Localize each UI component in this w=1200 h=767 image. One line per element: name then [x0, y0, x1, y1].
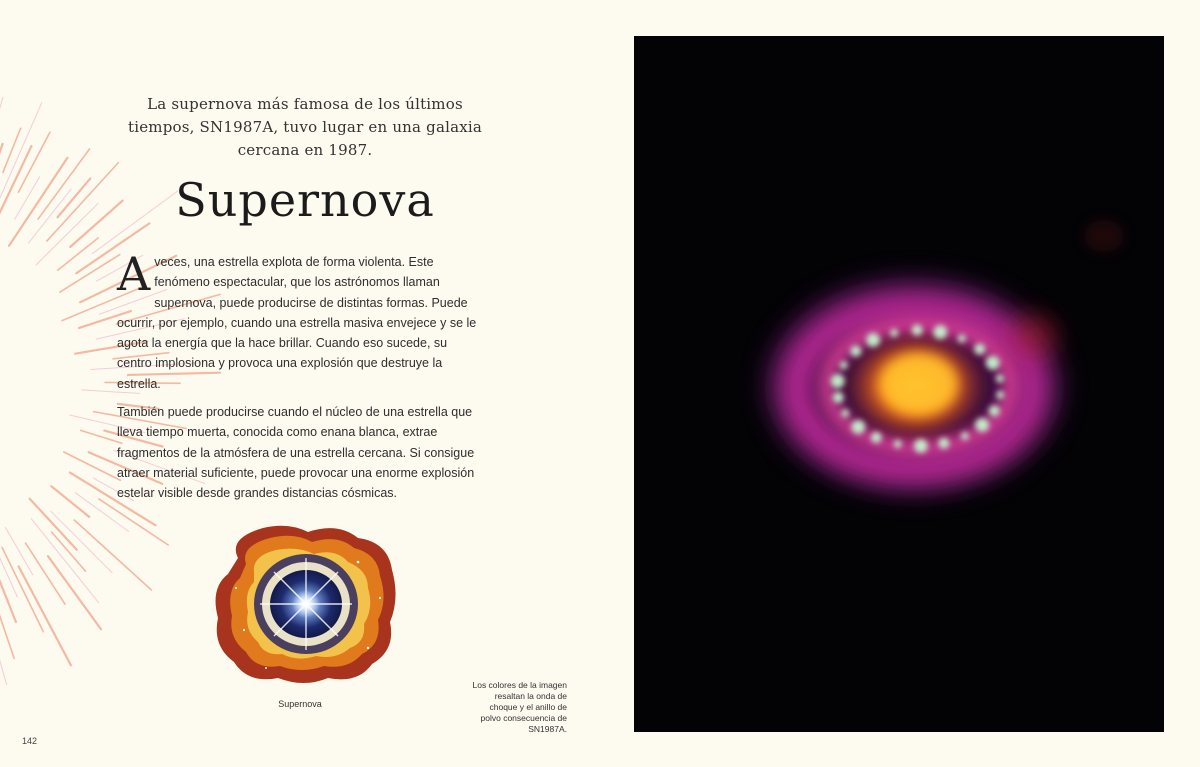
ring-knot — [938, 438, 949, 449]
ring-knot — [866, 333, 880, 347]
ray-line — [36, 203, 98, 265]
ring-knot — [996, 391, 1004, 399]
drop-cap: A — [117, 247, 151, 301]
ray-line — [3, 128, 21, 172]
ray-line — [74, 520, 151, 590]
ring-knot — [986, 356, 1000, 370]
page-title: Supernova — [175, 173, 435, 227]
ring-knot — [850, 346, 861, 357]
ring-knot — [914, 439, 928, 453]
sn1987a-image — [634, 36, 1164, 732]
ring-knot — [833, 392, 844, 403]
ring-knot — [912, 325, 923, 336]
ray-line — [9, 158, 67, 246]
page-number: 142 — [22, 736, 38, 746]
ring-knot — [933, 325, 947, 339]
sn1987a-photo — [634, 36, 1164, 732]
body-paragraph-1-text: veces, una estrella explota de forma violenta. Este fenómeno espectacular, que los astrónomos llaman supernova, puede producirse de distintas formas. Puede ocurrir, por ejemplo, cuando una estrella masiva envejece y se le agota la energía que la hace brillar. Cuando eso sucede, su centro implosiona y provoca una explosión que destruye la estrella. — [117, 255, 477, 391]
illustration-caption: Supernova — [278, 699, 322, 709]
ring-knot — [894, 440, 902, 448]
body-text — [117, 247, 485, 512]
ray-line — [30, 499, 77, 550]
ring-knot — [890, 329, 898, 337]
ray-line — [19, 566, 71, 665]
ring-knot — [841, 409, 849, 417]
ring-knot — [840, 361, 848, 369]
ring-knot — [974, 344, 985, 355]
ring-knot — [831, 374, 845, 388]
ray-line — [26, 543, 65, 604]
ray-line — [0, 146, 31, 224]
ray-line — [48, 556, 101, 629]
ring-knot — [996, 374, 1004, 382]
ring-knot — [871, 432, 882, 443]
ring-knot — [989, 405, 1000, 416]
ring-knot — [975, 418, 989, 432]
intro-text: La supernova más famosa de los últimos tiempos, SN1987A, tuvo lugar en una galaxia cercana en 1987. — [127, 95, 483, 159]
ray-line — [81, 430, 122, 443]
supernova-illustration — [208, 518, 400, 690]
ray-line — [51, 486, 89, 517]
ray-line — [0, 549, 14, 658]
photo-caption: Los colores de la imagen resaltan la onda de choque y el anillo de polvo consecuencia de SN1987A. — [472, 680, 567, 734]
ring-knot — [958, 335, 966, 343]
body-paragraph-2: También puede producirse cuando el núcleo de una estrella que lleva tiempo muerta, conocida como enana blanca, extrae fragmentos de la atmósfera de una estrella cercana. Si consigue atraer material suficiente, puede provocar una enorme explosión estelar visible desde grandes distancias cósmicas. — [117, 405, 475, 501]
ray-line — [15, 177, 40, 219]
ray-line — [31, 519, 99, 603]
ray-line — [28, 189, 71, 243]
ray-line — [0, 97, 3, 179]
body-paragraph-1 — [117, 247, 485, 394]
ray-line — [64, 452, 120, 480]
ray-line — [0, 591, 7, 684]
ring-knot — [851, 420, 865, 434]
ring-knot — [961, 432, 969, 440]
